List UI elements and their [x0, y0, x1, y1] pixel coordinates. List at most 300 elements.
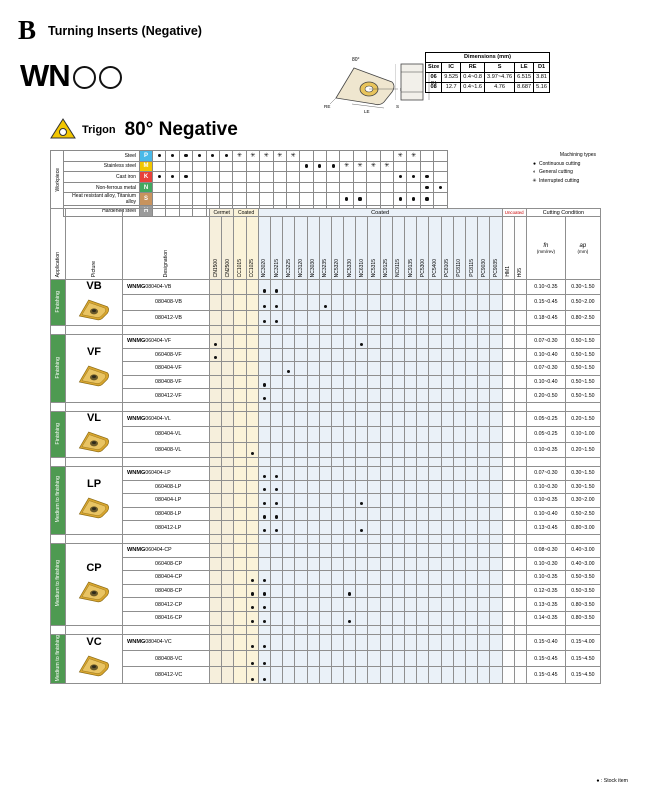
workpiece-letter: S: [140, 193, 153, 206]
grade-availability-cell: [234, 362, 246, 376]
spacer-cell: [307, 402, 319, 411]
grade-availability-cell: [295, 521, 307, 535]
grade-column-header: [270, 217, 282, 280]
spacer-cell: [123, 625, 210, 634]
grade-column-header: [258, 217, 270, 280]
grade-availability-cell: [417, 442, 429, 457]
spacer-cell: [565, 326, 600, 335]
grade-availability-cell: [441, 667, 453, 683]
spacer-cell: [246, 402, 258, 411]
grade-availability-cell: [453, 295, 465, 310]
grade-availability-cell: [514, 280, 526, 295]
fn-value: 0.14~0.35: [526, 611, 565, 625]
fn-value: 0.10~0.40: [526, 507, 565, 521]
grade-availability-cell: [331, 280, 343, 295]
dim-col-ic: IC: [442, 62, 461, 72]
grade-availability-cell: [246, 389, 258, 403]
designation-code: 060408-VF: [155, 351, 182, 358]
designation-cell: [123, 650, 210, 666]
grade-availability-cell: [478, 598, 490, 612]
grade-availability-cell: [331, 348, 343, 362]
grade-availability-cell: [295, 362, 307, 376]
grade-availability-cell: [405, 389, 417, 403]
spacer-cell: [344, 326, 356, 335]
spacer-cell: [270, 457, 282, 466]
grade-availability-cell: [246, 494, 258, 508]
grade-availability-cell: [380, 335, 392, 349]
grade-availability-cell: [392, 667, 404, 683]
spacer-cell: [270, 326, 282, 335]
angle-label: 80° Negative: [124, 119, 238, 140]
spacer-cell: [465, 534, 477, 543]
fn-value: 0.15~0.45: [526, 295, 565, 310]
designation-code: 080412-VF: [155, 392, 182, 399]
grade-availability-cell: [405, 521, 417, 535]
grade-availability-cell: [283, 494, 295, 508]
grade-availability-cell: [490, 480, 502, 494]
grade-availability-cell: [270, 362, 282, 376]
grade-availability-cell: [283, 310, 295, 325]
grade-availability-cell: [234, 584, 246, 598]
designation-code: 080404-LP: [155, 497, 182, 504]
grade-availability-cell: [246, 427, 258, 442]
spacer-cell: [478, 457, 490, 466]
grade-availability-cell: [210, 494, 222, 508]
grade-availability-cell: [234, 427, 246, 442]
grade-availability-cell: [283, 611, 295, 625]
designation-code: 060404-VF: [145, 338, 172, 345]
grade-availability-cell: [368, 466, 380, 480]
grade-availability-cell: [258, 280, 270, 295]
grade-availability-cell: [514, 295, 526, 310]
grade-availability-cell: [234, 310, 246, 325]
grade-availability-cell: [210, 280, 222, 295]
grade-availability-cell: [246, 507, 258, 521]
grade-availability-cell: [307, 442, 319, 457]
grade-availability-cell: [344, 634, 356, 650]
product-table-inner: [50, 208, 601, 684]
grade-availability-cell: [502, 310, 514, 325]
spacer-cell: [283, 625, 295, 634]
grade-availability-cell: [490, 411, 502, 426]
spacer-cell: [222, 457, 234, 466]
col-fn: fn (mm/rev): [526, 217, 565, 280]
grade-availability-cell: [234, 650, 246, 666]
grade-availability-cell: [514, 310, 526, 325]
grade-availability-cell: [270, 571, 282, 585]
fn-value: 0.15~0.45: [526, 667, 565, 683]
svg-text:RE: RE: [324, 104, 331, 109]
fn-value: 0.10~0.40: [526, 375, 565, 389]
spacer-cell: [344, 534, 356, 543]
grade-column-header: [295, 217, 307, 280]
grade-availability-cell: [246, 598, 258, 612]
grade-availability-cell: [405, 667, 417, 683]
grade-availability-cell: [453, 650, 465, 666]
product-table: [50, 208, 601, 684]
ap-value: 0.15~4.00: [565, 634, 600, 650]
grade-availability-cell: [307, 362, 319, 376]
grade-label: NC3120: [297, 258, 304, 277]
spacer-cell: [565, 402, 600, 411]
table-row: [51, 634, 601, 650]
grade-availability-cell: [453, 466, 465, 480]
workpiece-name: Heat resistant alloy, Titanium alloy: [64, 193, 140, 206]
grade-availability-cell: [514, 571, 526, 585]
grade-availability-cell: [283, 335, 295, 349]
grade-availability-cell: [331, 442, 343, 457]
section-letter: B: [18, 15, 37, 45]
grade-availability-cell: [283, 598, 295, 612]
grade-availability-cell: [417, 507, 429, 521]
grade-availability-cell: [331, 634, 343, 650]
grade-availability-cell: [405, 571, 417, 585]
ap-value: 0.80~3.50: [565, 611, 600, 625]
grade-availability-cell: [283, 507, 295, 521]
table-row: [51, 571, 601, 585]
grade-availability-cell: [270, 494, 282, 508]
spacer-cell: [478, 402, 490, 411]
dim-cell: 08: [426, 82, 442, 92]
grade-availability-cell: [210, 611, 222, 625]
spacer-cell: [380, 402, 392, 411]
chipbreaker-label: LP: [86, 477, 102, 490]
grade-availability-cell: [441, 584, 453, 598]
grade-availability-cell: [453, 557, 465, 571]
grade-availability-cell: [405, 584, 417, 598]
machining-legend: [530, 152, 626, 184]
page-title: Turning Inserts (Negative): [48, 24, 202, 38]
grade-availability-cell: [478, 466, 490, 480]
spacer-cell: [526, 534, 565, 543]
designation-prefix: WNMG: [127, 639, 146, 646]
spacer-cell: [283, 457, 295, 466]
grade-availability-cell: [502, 507, 514, 521]
spacer-cell: [51, 457, 66, 466]
grade-availability-cell: [405, 557, 417, 571]
spacer-cell: [246, 457, 258, 466]
grade-availability-cell: [392, 571, 404, 585]
grade-availability-cell: [283, 634, 295, 650]
spacer-cell: [234, 457, 246, 466]
table-row: Stainless steel M ✳ ✳ ✳ ✳: [64, 161, 448, 172]
grade-availability-cell: [441, 598, 453, 612]
application-label: Medium to finishing: [55, 634, 61, 681]
grade-availability-cell: [295, 480, 307, 494]
trigon-heading: [50, 118, 238, 142]
spacer-cell: [478, 326, 490, 335]
grade-availability-cell: [258, 521, 270, 535]
circle-icon-2: [99, 66, 122, 89]
grade-availability-cell: [453, 389, 465, 403]
grade-availability-cell: [368, 494, 380, 508]
grade-availability-cell: [465, 494, 477, 508]
grade-availability-cell: [344, 494, 356, 508]
grade-availability-cell: [234, 348, 246, 362]
grade-availability-cell: [234, 571, 246, 585]
grade-availability-cell: [465, 543, 477, 557]
grade-availability-cell: [283, 348, 295, 362]
table-row: [51, 507, 601, 521]
fn-value: 0.07~0.30: [526, 335, 565, 349]
grade-availability-cell: [356, 280, 368, 295]
grade-label: PC5300: [419, 258, 426, 277]
grade-availability-cell: [295, 348, 307, 362]
designation-cell: [123, 521, 210, 535]
grade-availability-cell: [514, 335, 526, 349]
spacer-cell: [417, 625, 429, 634]
grade-availability-cell: [417, 598, 429, 612]
grade-availability-cell: [368, 389, 380, 403]
grade-availability-cell: [234, 634, 246, 650]
grade-availability-cell: [246, 348, 258, 362]
chipbreaker-label: VC: [86, 636, 102, 649]
grade-availability-cell: [331, 310, 343, 325]
grade-availability-cell: [222, 507, 234, 521]
designation-cell: [123, 442, 210, 457]
grade-availability-cell: [344, 427, 356, 442]
table-row: [426, 82, 550, 92]
legend-text: Continuous cutting: [539, 160, 581, 167]
grade-availability-cell: [465, 362, 477, 376]
spacer-cell: [331, 457, 343, 466]
grade-availability-cell: [331, 507, 343, 521]
table-row: [51, 295, 601, 310]
group-spacer-row: [51, 625, 601, 634]
grade-availability-cell: [319, 295, 331, 310]
application-label: Finishing: [55, 356, 61, 379]
grade-availability-cell: [392, 480, 404, 494]
grade-availability-cell: [380, 584, 392, 598]
spacer-cell: [429, 402, 441, 411]
grade-availability-cell: [405, 650, 417, 666]
grade-column-header: [368, 217, 380, 280]
grade-availability-cell: [295, 543, 307, 557]
grade-column-header: [453, 217, 465, 280]
spacer-cell: [295, 457, 307, 466]
grade-availability-cell: [453, 375, 465, 389]
grade-availability-cell: [270, 442, 282, 457]
grade-availability-cell: [331, 584, 343, 598]
chipbreaker-label: CP: [86, 561, 102, 574]
grade-availability-cell: [453, 521, 465, 535]
grade-availability-cell: [283, 571, 295, 585]
spacer-cell: [295, 402, 307, 411]
grade-availability-cell: [307, 584, 319, 598]
grade-availability-cell: [429, 598, 441, 612]
grade-availability-cell: [405, 310, 417, 325]
grade-availability-cell: [380, 494, 392, 508]
grade-column-header: [429, 217, 441, 280]
grade-availability-cell: [514, 650, 526, 666]
legend-text: Interrupted cutting: [539, 177, 580, 184]
legend-item: [530, 161, 626, 167]
grade-label: NC5330: [346, 258, 353, 277]
insert-photo: [74, 575, 114, 605]
designation-code: 080412-CP: [155, 601, 183, 608]
grade-availability-cell: [368, 375, 380, 389]
grade-label: NC9125: [383, 258, 390, 277]
grade-availability-cell: [356, 598, 368, 612]
grade-availability-cell: [270, 521, 282, 535]
grade-availability-cell: [392, 348, 404, 362]
grade-availability-cell: [331, 389, 343, 403]
grade-availability-cell: [490, 584, 502, 598]
grade-label: HM1: [505, 266, 512, 277]
spacer-cell: [123, 402, 210, 411]
grade-availability-cell: [246, 611, 258, 625]
ap-value: 0.80~2.50: [565, 310, 600, 325]
grade-availability-cell: [283, 466, 295, 480]
grade-availability-cell: [417, 480, 429, 494]
grade-column-header: [283, 217, 295, 280]
grade-availability-cell: [490, 543, 502, 557]
designation-code: 080404-VF: [155, 365, 182, 372]
grade-availability-cell: [258, 335, 270, 349]
grade-availability-cell: [258, 543, 270, 557]
grade-availability-cell: [283, 427, 295, 442]
grade-availability-cell: [441, 310, 453, 325]
grade-availability-cell: [502, 598, 514, 612]
grade-availability-cell: [465, 634, 477, 650]
grade-label: PC5400: [431, 258, 438, 277]
grade-label: PC8110: [456, 259, 463, 277]
grade-availability-cell: [331, 375, 343, 389]
grade-availability-cell: [295, 427, 307, 442]
grade-availability-cell: [295, 375, 307, 389]
grade-availability-cell: [234, 557, 246, 571]
spacer-cell: [51, 326, 66, 335]
grade-availability-cell: [210, 362, 222, 376]
spacer-cell: [465, 625, 477, 634]
grade-availability-cell: [405, 611, 417, 625]
grade-availability-cell: [234, 667, 246, 683]
spacer-cell: [514, 402, 526, 411]
grade-availability-cell: [222, 584, 234, 598]
spacer-cell: [453, 402, 465, 411]
spacer-cell: [453, 326, 465, 335]
grade-availability-cell: [295, 411, 307, 426]
grade-availability-cell: [356, 375, 368, 389]
grade-availability-cell: [368, 543, 380, 557]
grade-availability-cell: [270, 557, 282, 571]
grade-availability-cell: [283, 280, 295, 295]
grade-label: CN2500: [224, 258, 231, 277]
grade-availability-cell: [514, 584, 526, 598]
grade-availability-cell: [453, 598, 465, 612]
spacer-cell: [453, 534, 465, 543]
grade-availability-cell: [270, 335, 282, 349]
grade-availability-cell: [453, 280, 465, 295]
grade-availability-cell: [429, 667, 441, 683]
grade-availability-cell: [344, 521, 356, 535]
application-label: Medium to finishing: [55, 476, 61, 523]
grade-availability-cell: [465, 442, 477, 457]
grade-availability-cell: [405, 543, 417, 557]
grade-availability-cell: [331, 411, 343, 426]
grade-availability-cell: [441, 442, 453, 457]
grade-availability-cell: [319, 557, 331, 571]
grade-availability-cell: [380, 667, 392, 683]
grade-availability-cell: [210, 480, 222, 494]
grade-availability-cell: [514, 411, 526, 426]
grade-availability-cell: [258, 348, 270, 362]
svg-text:D1: D1: [431, 80, 437, 85]
spacer-cell: [344, 625, 356, 634]
table-row: [51, 466, 601, 480]
ap-value: 0.50~2.50: [565, 507, 600, 521]
grade-column-header: [441, 217, 453, 280]
grade-availability-cell: [453, 507, 465, 521]
grade-availability-cell: [417, 295, 429, 310]
fn-value: 0.08~0.30: [526, 543, 565, 557]
spacer-cell: [392, 326, 404, 335]
grade-availability-cell: [502, 411, 514, 426]
insert-picture-cell: [66, 634, 123, 683]
dim-col-re: RE: [461, 62, 485, 72]
grade-availability-cell: [441, 571, 453, 585]
spacer-cell: [222, 625, 234, 634]
grade-availability-cell: [222, 611, 234, 625]
grade-availability-cell: [331, 362, 343, 376]
spacer-cell: [258, 457, 270, 466]
grade-availability-cell: [246, 466, 258, 480]
grade-availability-cell: [417, 389, 429, 403]
spacer-cell: [246, 534, 258, 543]
grade-availability-cell: [210, 598, 222, 612]
grade-availability-cell: [368, 442, 380, 457]
dim-col-d1: D1: [534, 62, 550, 72]
spacer-cell: [514, 625, 526, 634]
legend-symbol: ◐: [532, 169, 537, 175]
spacer-cell: [490, 402, 502, 411]
grade-availability-cell: [478, 295, 490, 310]
grade-availability-cell: [490, 557, 502, 571]
grade-availability-cell: [356, 427, 368, 442]
grade-availability-cell: [490, 507, 502, 521]
grade-availability-cell: [283, 667, 295, 683]
grade-availability-cell: [270, 280, 282, 295]
grade-availability-cell: [270, 650, 282, 666]
spacer-cell: [66, 402, 123, 411]
grade-availability-cell: [295, 598, 307, 612]
grade-availability-cell: [502, 611, 514, 625]
grade-availability-cell: [490, 611, 502, 625]
spacer-cell: [319, 402, 331, 411]
grade-availability-cell: [478, 521, 490, 535]
grade-availability-cell: [392, 634, 404, 650]
grade-availability-cell: [222, 389, 234, 403]
grade-availability-cell: [258, 411, 270, 426]
grade-availability-cell: [331, 494, 343, 508]
grade-availability-cell: [405, 480, 417, 494]
group-coated-small: Coated: [234, 209, 258, 217]
chipbreaker-label: VF: [86, 345, 102, 358]
dim-cell: 0.4~1.6: [461, 82, 485, 92]
grade-availability-cell: [222, 543, 234, 557]
grade-availability-cell: [429, 280, 441, 295]
grade-availability-cell: [356, 611, 368, 625]
grade-availability-cell: [368, 611, 380, 625]
grade-availability-cell: [210, 389, 222, 403]
grade-availability-cell: [502, 348, 514, 362]
grade-availability-cell: [514, 667, 526, 683]
grade-availability-cell: [392, 507, 404, 521]
spacer-cell: [331, 326, 343, 335]
grade-availability-cell: [283, 389, 295, 403]
grade-availability-cell: [210, 466, 222, 480]
grade-availability-cell: [490, 466, 502, 480]
